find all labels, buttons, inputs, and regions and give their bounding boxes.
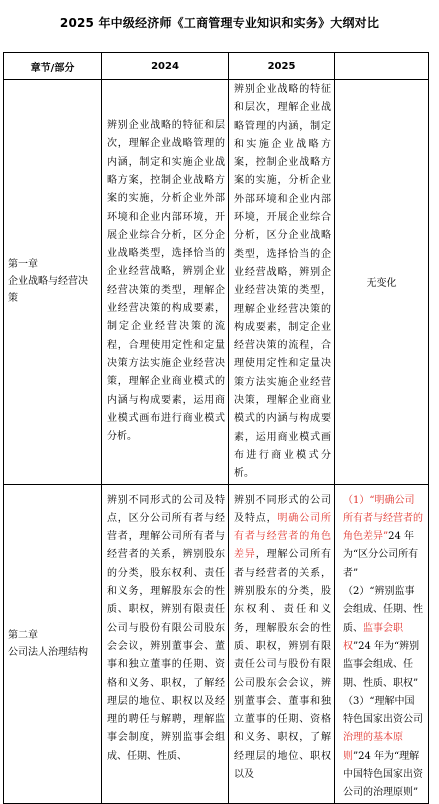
change-notes-cell <box>335 484 429 803</box>
chapter-number: 第一章 <box>8 259 38 271</box>
change-note-text: ”24 年为“辨别监事会组成、任期、性质、职权” <box>343 640 420 689</box>
change-note-text: ”24 年为“理解中国特色国家出资公司的治理原则” <box>343 750 423 799</box>
change-note-highlight: 治理的基本原则 <box>343 732 403 762</box>
change-note-text: 24 年为“区分公司所有者” <box>343 531 419 579</box>
change-note <box>343 693 424 803</box>
chapter-number: 第二章 <box>8 629 38 641</box>
change-cell: 无变化 <box>335 80 429 485</box>
change-note <box>343 492 424 583</box>
document-title: 2025 年中级经济师《工商管理专业知识和实务》大纲对比 <box>59 16 380 30</box>
table-row <box>4 484 429 803</box>
chapter-cell <box>4 80 102 485</box>
outline-2024-cell: 辨别不同形式的公司及特点，区分公司所有者与经营者，理解公司所有者与经营者的关系，辨别股东的分类，股东权利、责任和义务，理解股东会的性质、职权，辨别有限责任公司与股份有限公司股东会会议，辨别董事会、董事和独立董事的任期、资格和义务、职权，了解经理层的地位、职权以及经理的聘任与解聘，理解监事会制度，辨别监事会组成、任期、性质、 <box>102 484 229 803</box>
change-note <box>343 583 424 693</box>
change-note-text: （2）“辨别监事会组成、任期、性质、 <box>343 586 423 634</box>
chapter-name: 公司法人治理结构 <box>8 646 88 658</box>
header-chapter: 章节/部分 <box>4 53 102 80</box>
header-2024: 2024 <box>102 53 229 80</box>
outline-2025-text: ，理解公司所有者与经营者的关系，辨别股东的分类，股东权利、责任和义务，理解股东会的性质、职权，辨别有限责任公司与股份有限公司股东会会议，辨别董事会、董事和独立董事的任期、资格和义务、职权，了解经理层的地位、职权以及 <box>234 549 331 780</box>
header-change <box>335 53 429 80</box>
table-row <box>4 80 429 485</box>
outline-2024-cell: 辨别企业战略的特征和层次，理解企业战略管理的内涵，制定和实施企业战略方案，控制企业战略方案的实施，分析企业外部环境和企业内部环境，开展企业综合分析，区分企业战略类型，选择恰当的企业经营战略，辨别企业经营决策的类型，理解企业经营决策的构成要素，制定企业经营决策的流程，合理使用定性和定量决策方法实施企业经营决策，理解企业商业模式的内涵与构成要素，运用商业模式画布进行商业模式分析。 <box>102 80 229 485</box>
outline-2025-cell: 辨别企业战略的特征和层次，理解企业战略管理的内涵，制定和实施企业战略方案，控制企业战略方案的实施，分析企业外部环境和企业内部环境，开展企业综合分析，区分企业战略类型，选择恰当的企业经营战略，辨别企业经营决策的类型，理解企业经营决策的构成要素，制定企业经营决策的流程，合理使用定性和定量决策方法实施企业经营决策，理解企业商业模式的内涵与构成要素，运用商业模式画布进行商业模式分析。 <box>229 80 335 485</box>
outline-2025-text: 辨别不同形式的公司及特点， <box>234 494 331 524</box>
table-header-row <box>4 53 429 80</box>
outline-2025-cell <box>229 484 335 803</box>
header-2025: 2025 <box>229 53 335 80</box>
chapter-name: 企业战略与经营决策 <box>8 276 88 305</box>
change-note-highlight: 监事会职权 <box>343 622 403 652</box>
change-note-text: （3）“理解中国特色国家出资公司 <box>343 695 423 726</box>
comparison-table <box>3 52 429 804</box>
highlighted-change-text: 明确公司所有者与经营者的角色差异 <box>234 512 331 561</box>
change-note-highlight: （1）“明确公司所有者与经营者的角色差异” <box>343 494 423 543</box>
chapter-cell <box>4 484 102 803</box>
